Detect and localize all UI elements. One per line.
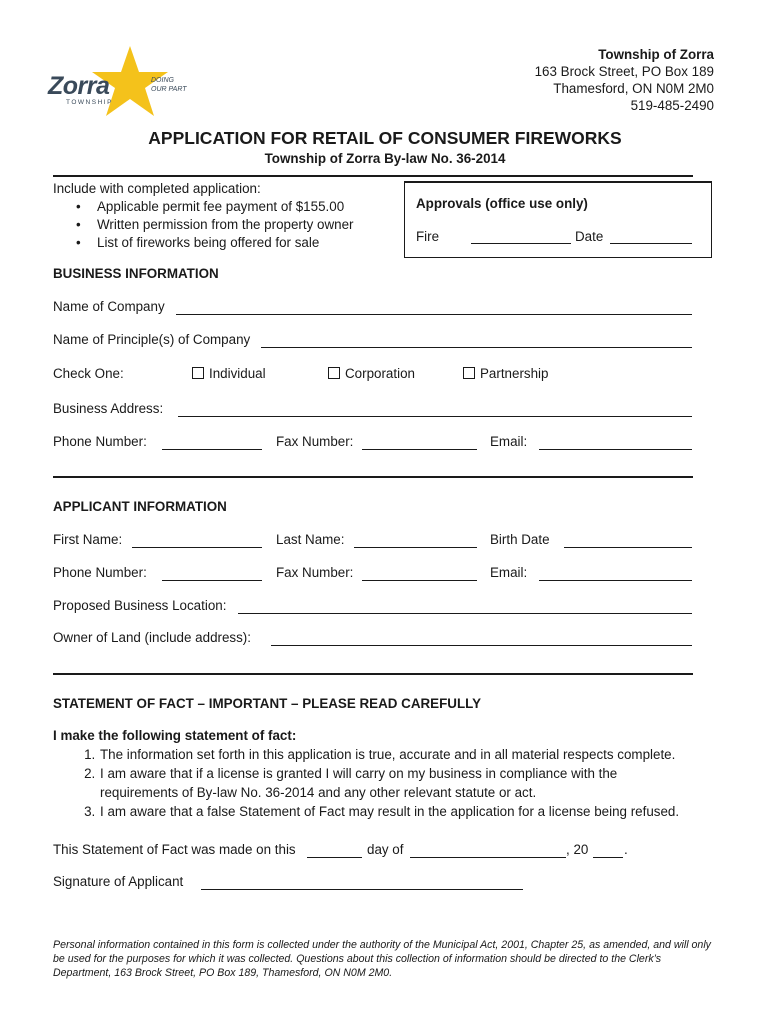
fact-item: 3. I am aware that a false Statement of Fact may result in the application for a license being refused. (99, 802, 713, 821)
privacy-notice: Personal information contained in this form is collected under the authority of the Municipal Act, 2001, Chapter 25, as amended, and will only be used for the purposes for which it was collected. Questions about this collection of information should be directed to the Clerk’s Department, 163 Brock Street, PO Box 189, Thamesford, ON N0M 2M0. (53, 939, 711, 979)
first-name-label: First Name: (53, 532, 123, 547)
logo-wordmark: Zorra (48, 72, 110, 100)
applicant-fax-field[interactable] (362, 568, 477, 581)
applicant-fax-label: Fax Number: (276, 565, 354, 580)
principals-label: Name of Principle(s) of Company (53, 332, 251, 347)
applicant-email-field[interactable] (539, 568, 692, 581)
include-heading: Include with completed application: (53, 181, 261, 196)
made-on-label: This Statement of Fact was made on this (53, 842, 296, 857)
statement-year-field[interactable] (593, 845, 623, 858)
year-prefix-label: , 20 (566, 842, 589, 857)
page-subtitle: Township of Zorra By-law No. 36-2014 (264, 151, 506, 166)
business-email-label: Email: (490, 434, 528, 449)
option-corporation[interactable] (328, 366, 415, 381)
address-phone: 519-485-2490 (630, 98, 714, 113)
option-individual[interactable] (192, 366, 266, 381)
approvals-box (404, 181, 712, 258)
logo-tagline-2: OUR PART (151, 86, 187, 93)
include-item-permission: • Written permission from the property owner (97, 216, 354, 234)
business-email-field[interactable] (539, 437, 692, 450)
include-item-fireworks-list: • List of fireworks being offered for sale (97, 234, 354, 252)
facts-list (53, 745, 713, 821)
corporation-label: Corporation (345, 366, 415, 381)
applicant-phone-field[interactable] (162, 568, 262, 581)
partnership-label: Partnership (480, 366, 549, 381)
statement-day-field[interactable] (307, 845, 362, 858)
address-line-2: Thamesford, ON N0M 2M0 (553, 81, 714, 96)
signature-field[interactable] (201, 877, 523, 890)
corporation-checkbox[interactable] (328, 367, 340, 379)
business-location-label: Proposed Business Location: (53, 598, 227, 613)
signature-label: Signature of Applicant (53, 874, 184, 889)
statement-intro: I make the following statement of fact: (53, 728, 297, 743)
individual-label: Individual (209, 366, 266, 381)
company-name-label: Name of Company (53, 299, 165, 314)
individual-checkbox[interactable] (192, 367, 204, 379)
divider (53, 476, 693, 478)
business-phone-field[interactable] (162, 437, 262, 450)
statement-month-field[interactable] (410, 845, 566, 858)
fire-approval-field[interactable] (471, 231, 571, 244)
land-owner-field[interactable] (271, 633, 692, 646)
page-title: APPLICATION FOR RETAIL OF CONSUMER FIREWORKS (148, 128, 622, 148)
approvals-date-label: Date (575, 229, 604, 244)
logo-township: TOWNSHIP (66, 99, 113, 106)
business-fax-label: Fax Number: (276, 434, 354, 449)
business-fax-field[interactable] (362, 437, 477, 450)
approvals-fire-label: Fire (416, 229, 440, 244)
township-name: Township of Zorra (598, 47, 714, 62)
include-item-fee: • Applicable permit fee payment of $155.00 (97, 198, 354, 216)
fact-item: 1. The information set forth in this application is true, accurate and in all material respects complete. (99, 745, 713, 764)
include-section (53, 180, 354, 252)
business-phone-label: Phone Number: (53, 434, 147, 449)
option-partnership[interactable] (463, 366, 548, 381)
statement-heading: STATEMENT OF FACT – IMPORTANT – PLEASE READ CAREFULLY (53, 696, 482, 711)
zorra-logo (48, 44, 198, 120)
address-block (535, 46, 714, 114)
last-name-field[interactable] (354, 535, 477, 548)
approval-date-field[interactable] (610, 231, 692, 244)
company-name-field[interactable] (176, 302, 692, 315)
last-name-label: Last Name: (276, 532, 345, 547)
partnership-checkbox[interactable] (463, 367, 475, 379)
day-of-label: day of (367, 842, 404, 857)
first-name-field[interactable] (132, 535, 262, 548)
business-address-field[interactable] (178, 404, 692, 417)
logo-tagline-1: DOING (151, 77, 174, 84)
divider (53, 673, 693, 675)
birth-date-label: Birth Date (490, 532, 550, 547)
principals-field[interactable] (261, 335, 692, 348)
divider (53, 175, 693, 177)
check-one-label: Check One: (53, 366, 124, 381)
address-line-1: 163 Brock Street, PO Box 189 (534, 64, 714, 79)
land-owner-label: Owner of Land (include address): (53, 630, 251, 645)
birth-date-field[interactable] (564, 535, 692, 548)
applicant-heading: APPLICANT INFORMATION (53, 499, 227, 514)
fact-item: 2. I am aware that if a license is granted I will carry on my business in compliance with the requirements of By-law No. 36-2014 and any other relevant statute or act. (99, 764, 713, 802)
business-heading: BUSINESS INFORMATION (53, 266, 219, 281)
business-address-label: Business Address: (53, 401, 164, 416)
business-location-field[interactable] (238, 601, 692, 614)
approvals-heading: Approvals (office use only) (416, 196, 588, 211)
applicant-email-label: Email: (490, 565, 528, 580)
year-period: . (624, 842, 628, 857)
applicant-phone-label: Phone Number: (53, 565, 147, 580)
